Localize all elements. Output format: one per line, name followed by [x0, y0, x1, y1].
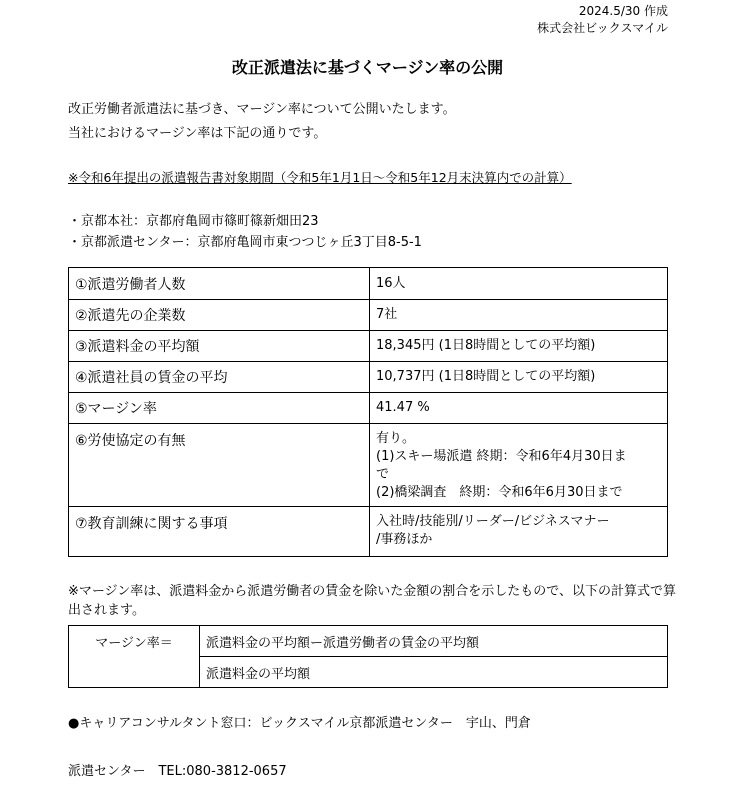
- row-label: ①派遣労働者人数: [69, 268, 370, 300]
- row-label: ④派遣社員の賃金の平均: [69, 362, 370, 393]
- disclosure-table: [68, 267, 668, 557]
- formula-table: [68, 625, 668, 688]
- table-row: [69, 424, 668, 507]
- row-value: 10,737円 (1日8時間としての平均額): [370, 362, 668, 393]
- page-title: 改正派遣法に基づくマージン率の公開: [231, 58, 504, 77]
- table-row: [69, 300, 668, 331]
- location-dispatch-center: ・京都派遣センター：京都府亀岡市東つつじヶ丘3丁目8-5-1: [68, 235, 422, 250]
- creation-date: 2024.5/30 作成: [578, 4, 668, 18]
- row-label: ⑥労使協定の有無: [69, 424, 370, 507]
- row-value: 7社: [370, 300, 668, 331]
- formula-numerator: 派遣料金の平均額ー派遣労働者の賃金の平均額: [200, 626, 668, 657]
- formula-row: [69, 626, 668, 657]
- row-value: 41.47 %: [370, 393, 668, 424]
- margin-footnote: ※マージン率は、派遣料金から派遣労働者の賃金を除いた金額の割合を示したもので、以下の計算式で算出されます。: [68, 584, 677, 618]
- formula-label: マージン率＝: [69, 626, 200, 688]
- company-name: 株式会社ビックスマイル: [537, 21, 668, 35]
- intro-line-1: 改正労働者派遣法に基づき、マージン率について公開いたします。: [68, 102, 456, 117]
- row-value: 入社時/技能別/リーダー/ビジネスマナー /事務ほか: [370, 507, 668, 557]
- formula-denominator: 派遣料金の平均額: [200, 657, 668, 688]
- intro-line-2: 当社におけるマージン率は下記の通りです。: [68, 126, 327, 141]
- table-row: [69, 268, 668, 300]
- row-value: 18,345円 (1日8時間としての平均額): [370, 331, 668, 362]
- table-row: [69, 331, 668, 362]
- table-row: [69, 393, 668, 424]
- row-label: ②派遣先の企業数: [69, 300, 370, 331]
- location-head-office: ・京都本社：京都府亀岡市篠町篠新畑田23: [68, 214, 319, 229]
- period-note: ※令和6年提出の派遣報告書対象期間（令和5年1月1日〜令和5年12月末決算内での計算）: [68, 170, 572, 185]
- row-label: ⑤マージン率: [69, 393, 370, 424]
- row-label: ⑦教育訓練に関する事項: [69, 507, 370, 557]
- row-value: 16人: [370, 268, 668, 300]
- table-row: [69, 507, 668, 557]
- row-value: 有り。 (1)スキー場派遣 終期：令和6年4月30日ま で (2)橋梁調査 終期：令和6年6月30日まで: [370, 424, 668, 507]
- dispatch-center-tel: 派遣センター TEL:080-3812-0657: [68, 764, 287, 779]
- career-consultant-contact: ●キャリアコンサルタント窓口：ビックスマイル京都派遣センター 宇山、門倉: [68, 716, 531, 731]
- table-row: [69, 362, 668, 393]
- row-label: ③派遣料金の平均額: [69, 331, 370, 362]
